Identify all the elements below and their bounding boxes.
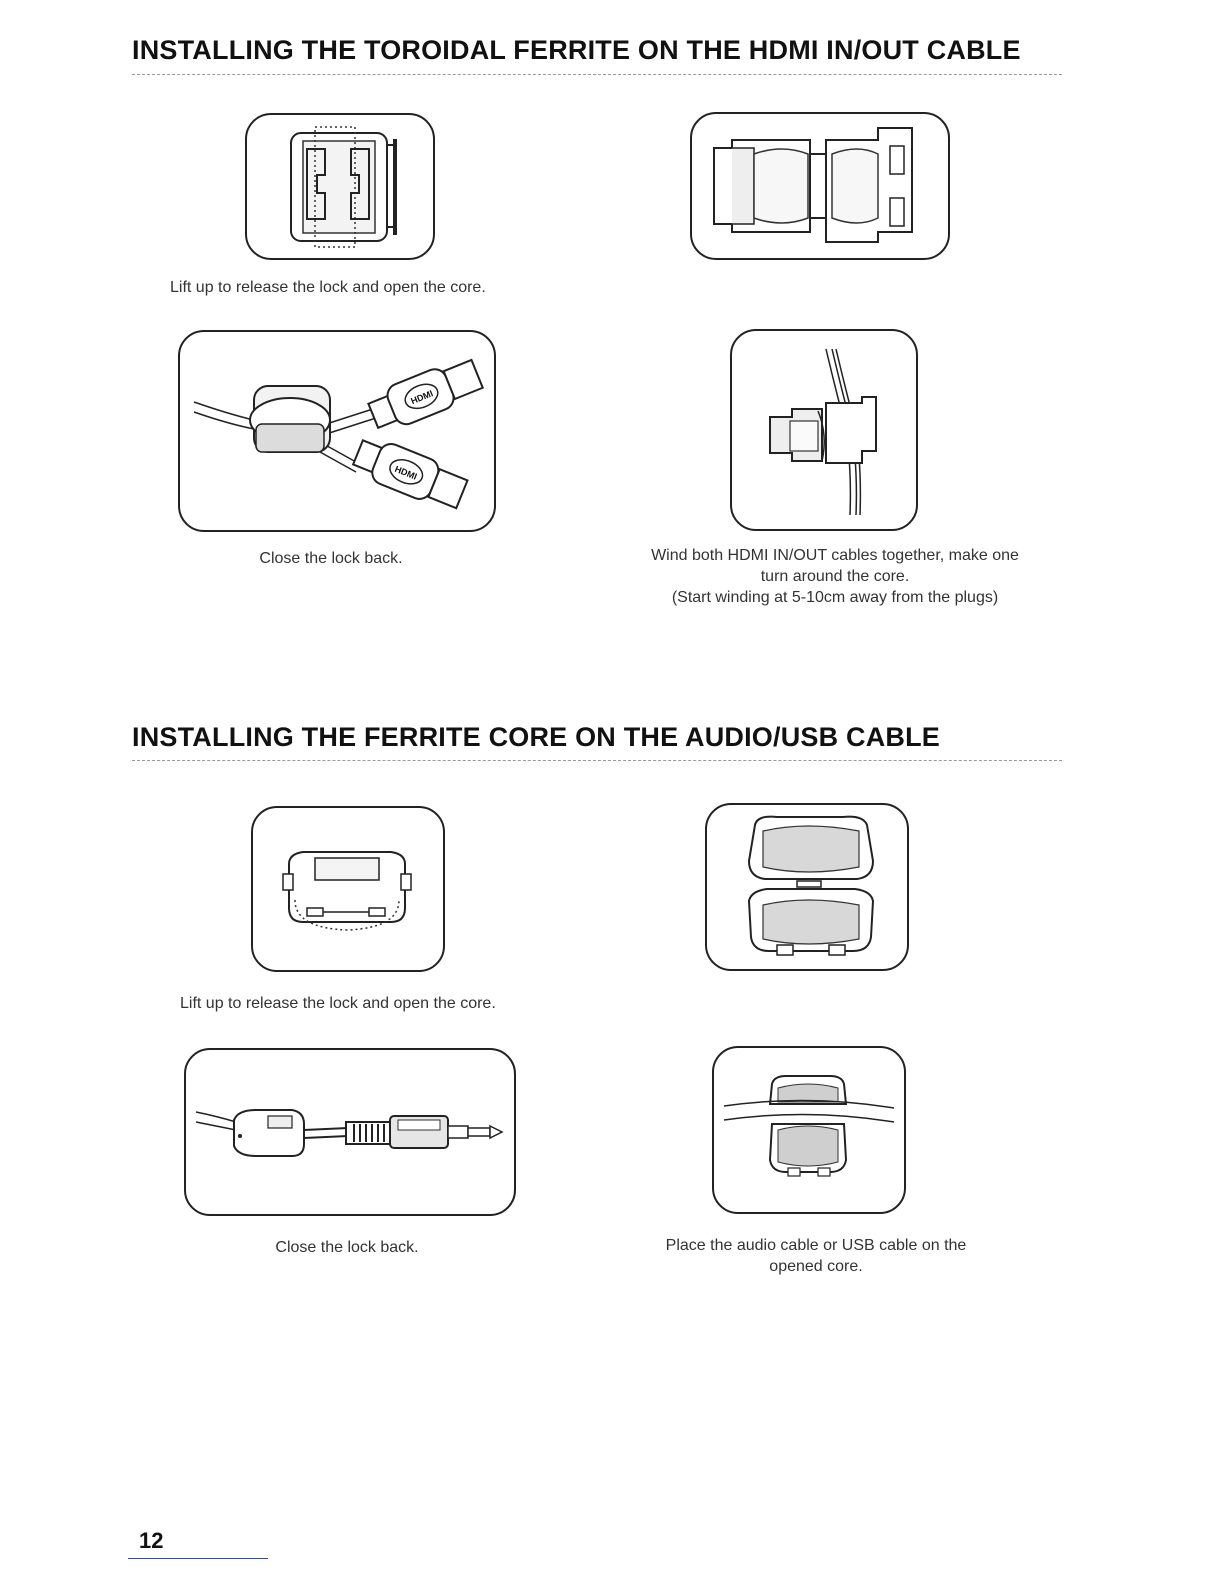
caption-lift-hdmi: Lift up to release the lock and open the core. xyxy=(170,279,486,296)
caption-place-line1: Place the audio cable or USB cable on the xyxy=(665,1237,967,1254)
hdmi-plug-label-bottom: HDMI xyxy=(393,463,419,482)
illustration-audio-cable-closed xyxy=(184,1048,516,1216)
caption-wind-line2: turn around the core. xyxy=(760,568,910,585)
toroidal-open-drawing xyxy=(692,114,948,258)
illustration-toroidal-open xyxy=(690,112,950,260)
caption-place-line2: opened core. xyxy=(769,1258,863,1275)
illustration-hdmi-cables-closed xyxy=(178,330,496,532)
illustration-ferrite-open xyxy=(705,803,909,971)
caption-place-audio xyxy=(630,1235,1002,1277)
page-number-rule xyxy=(128,1558,268,1559)
heading-rule xyxy=(132,74,1062,75)
hdmi-cables-drawing xyxy=(180,332,494,530)
caption-close-hdmi: Close the lock back. xyxy=(259,550,403,567)
section-heading-audio-usb: INSTALLING THE FERRITE CORE ON THE AUDIO/USB CABLE xyxy=(132,722,941,752)
ferrite-closed-drawing xyxy=(253,808,443,970)
audio-place-drawing xyxy=(714,1048,904,1212)
illustration-toroidal-closed xyxy=(245,113,435,260)
caption-lift-audio: Lift up to release the lock and open the core. xyxy=(180,995,496,1012)
illustration-audio-place-cable xyxy=(712,1046,906,1214)
audio-cable-drawing xyxy=(186,1050,514,1214)
toroidal-closed-drawing xyxy=(247,115,433,258)
page-number: 12 xyxy=(139,1528,164,1553)
heading-rule xyxy=(132,760,1062,761)
illustration-ferrite-closed xyxy=(251,806,445,972)
caption-wind-hdmi xyxy=(620,545,1050,608)
hdmi-plug-label-top: HDMI xyxy=(409,388,435,407)
ferrite-open-drawing xyxy=(707,805,907,969)
caption-close-audio: Close the lock back. xyxy=(275,1239,419,1256)
section-heading-hdmi: INSTALLING THE TOROIDAL FERRITE ON THE HDMI IN/OUT CABLE xyxy=(132,35,1021,65)
caption-wind-line1: Wind both HDMI IN/OUT cables together, make one xyxy=(651,547,1019,564)
hdmi-winding-drawing xyxy=(732,331,916,529)
caption-wind-line3: (Start winding at 5-10cm away from the plugs) xyxy=(671,589,999,606)
illustration-hdmi-winding xyxy=(730,329,918,531)
